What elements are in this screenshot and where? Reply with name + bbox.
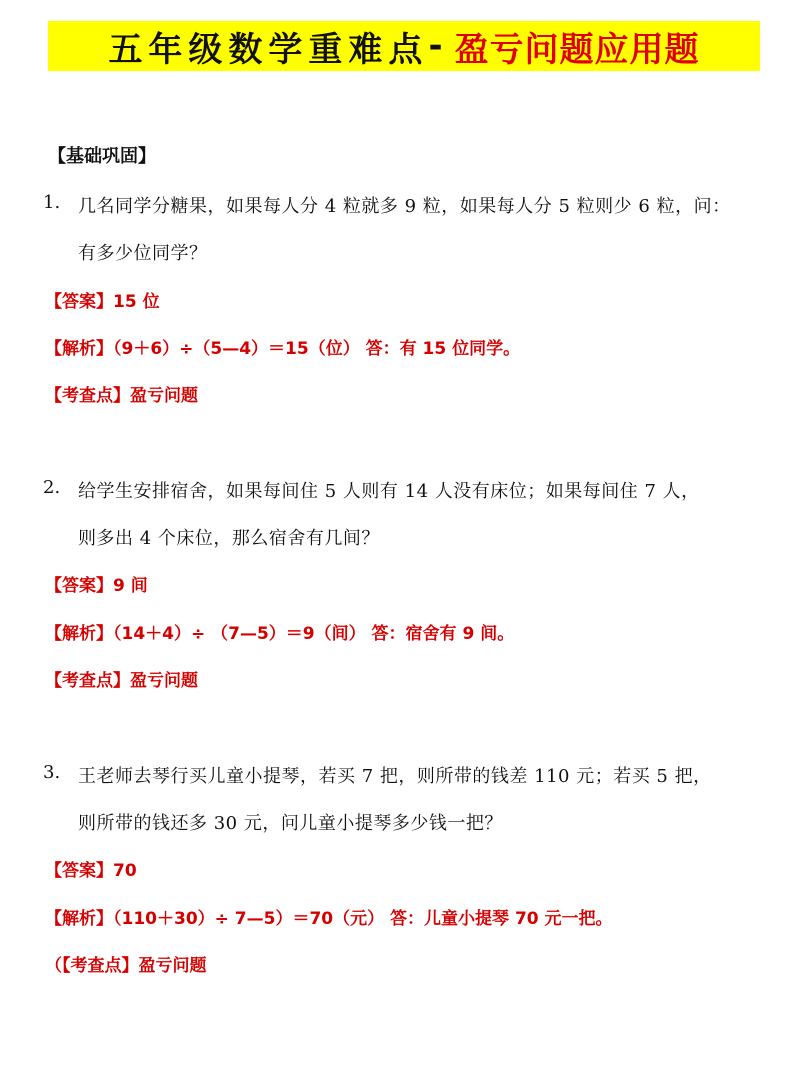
- title-topic: 盈亏问题应用题: [454, 29, 700, 70]
- question-text-line1: 给学生安排宿舍，如果每间住 5 人则有 14 人没有床位；如果每间住 7 人，: [78, 481, 700, 502]
- question-text-line2: 有多少位同学？: [78, 243, 208, 264]
- question-number: 2.: [43, 477, 61, 498]
- section-heading: 【基础巩固】: [48, 146, 156, 167]
- exam-point: （【考查点】盈亏问题: [45, 956, 207, 976]
- title-separator: -: [428, 26, 449, 66]
- answer: 【答案】15 位: [45, 292, 160, 312]
- question-text-line2: 则多出 4 个床位，那么宿舍有几间？: [78, 528, 380, 549]
- analysis: 【解析】（14＋4）÷ （7—5）＝9（间） 答：宿舍有 9 间。: [45, 624, 515, 644]
- question-text-line1: 王老师去琴行买儿童小提琴，若买 7 把，则所带的钱差 110 元；若买 5 把，: [78, 766, 712, 787]
- title-main: 五年级数学重难点: [108, 29, 429, 70]
- analysis: 【解析】（110＋30）÷ 7—5）＝70（元） 答：儿童小提琴 70 元一把。: [45, 909, 613, 929]
- analysis: 【解析】（9＋6）÷（5—4）＝15（位） 答：有 15 位同学。: [45, 339, 521, 359]
- exam-point: 【考查点】盈亏问题: [45, 671, 198, 691]
- question-number: 3.: [43, 762, 61, 783]
- question-text-line1: 几名同学分糖果，如果每人分 4 粒就多 9 粒，如果每人分 5 粒则少 6 粒，问：: [78, 196, 731, 217]
- title-banner: [48, 21, 760, 71]
- answer: 【答案】70: [45, 861, 137, 881]
- question-text-line2: 则所带的钱还多 30 元，问儿童小提琴多少钱一把？: [78, 813, 503, 834]
- answer: 【答案】9 间: [45, 576, 148, 596]
- question-number: 1.: [43, 192, 61, 213]
- exam-point: 【考查点】盈亏问题: [45, 386, 198, 406]
